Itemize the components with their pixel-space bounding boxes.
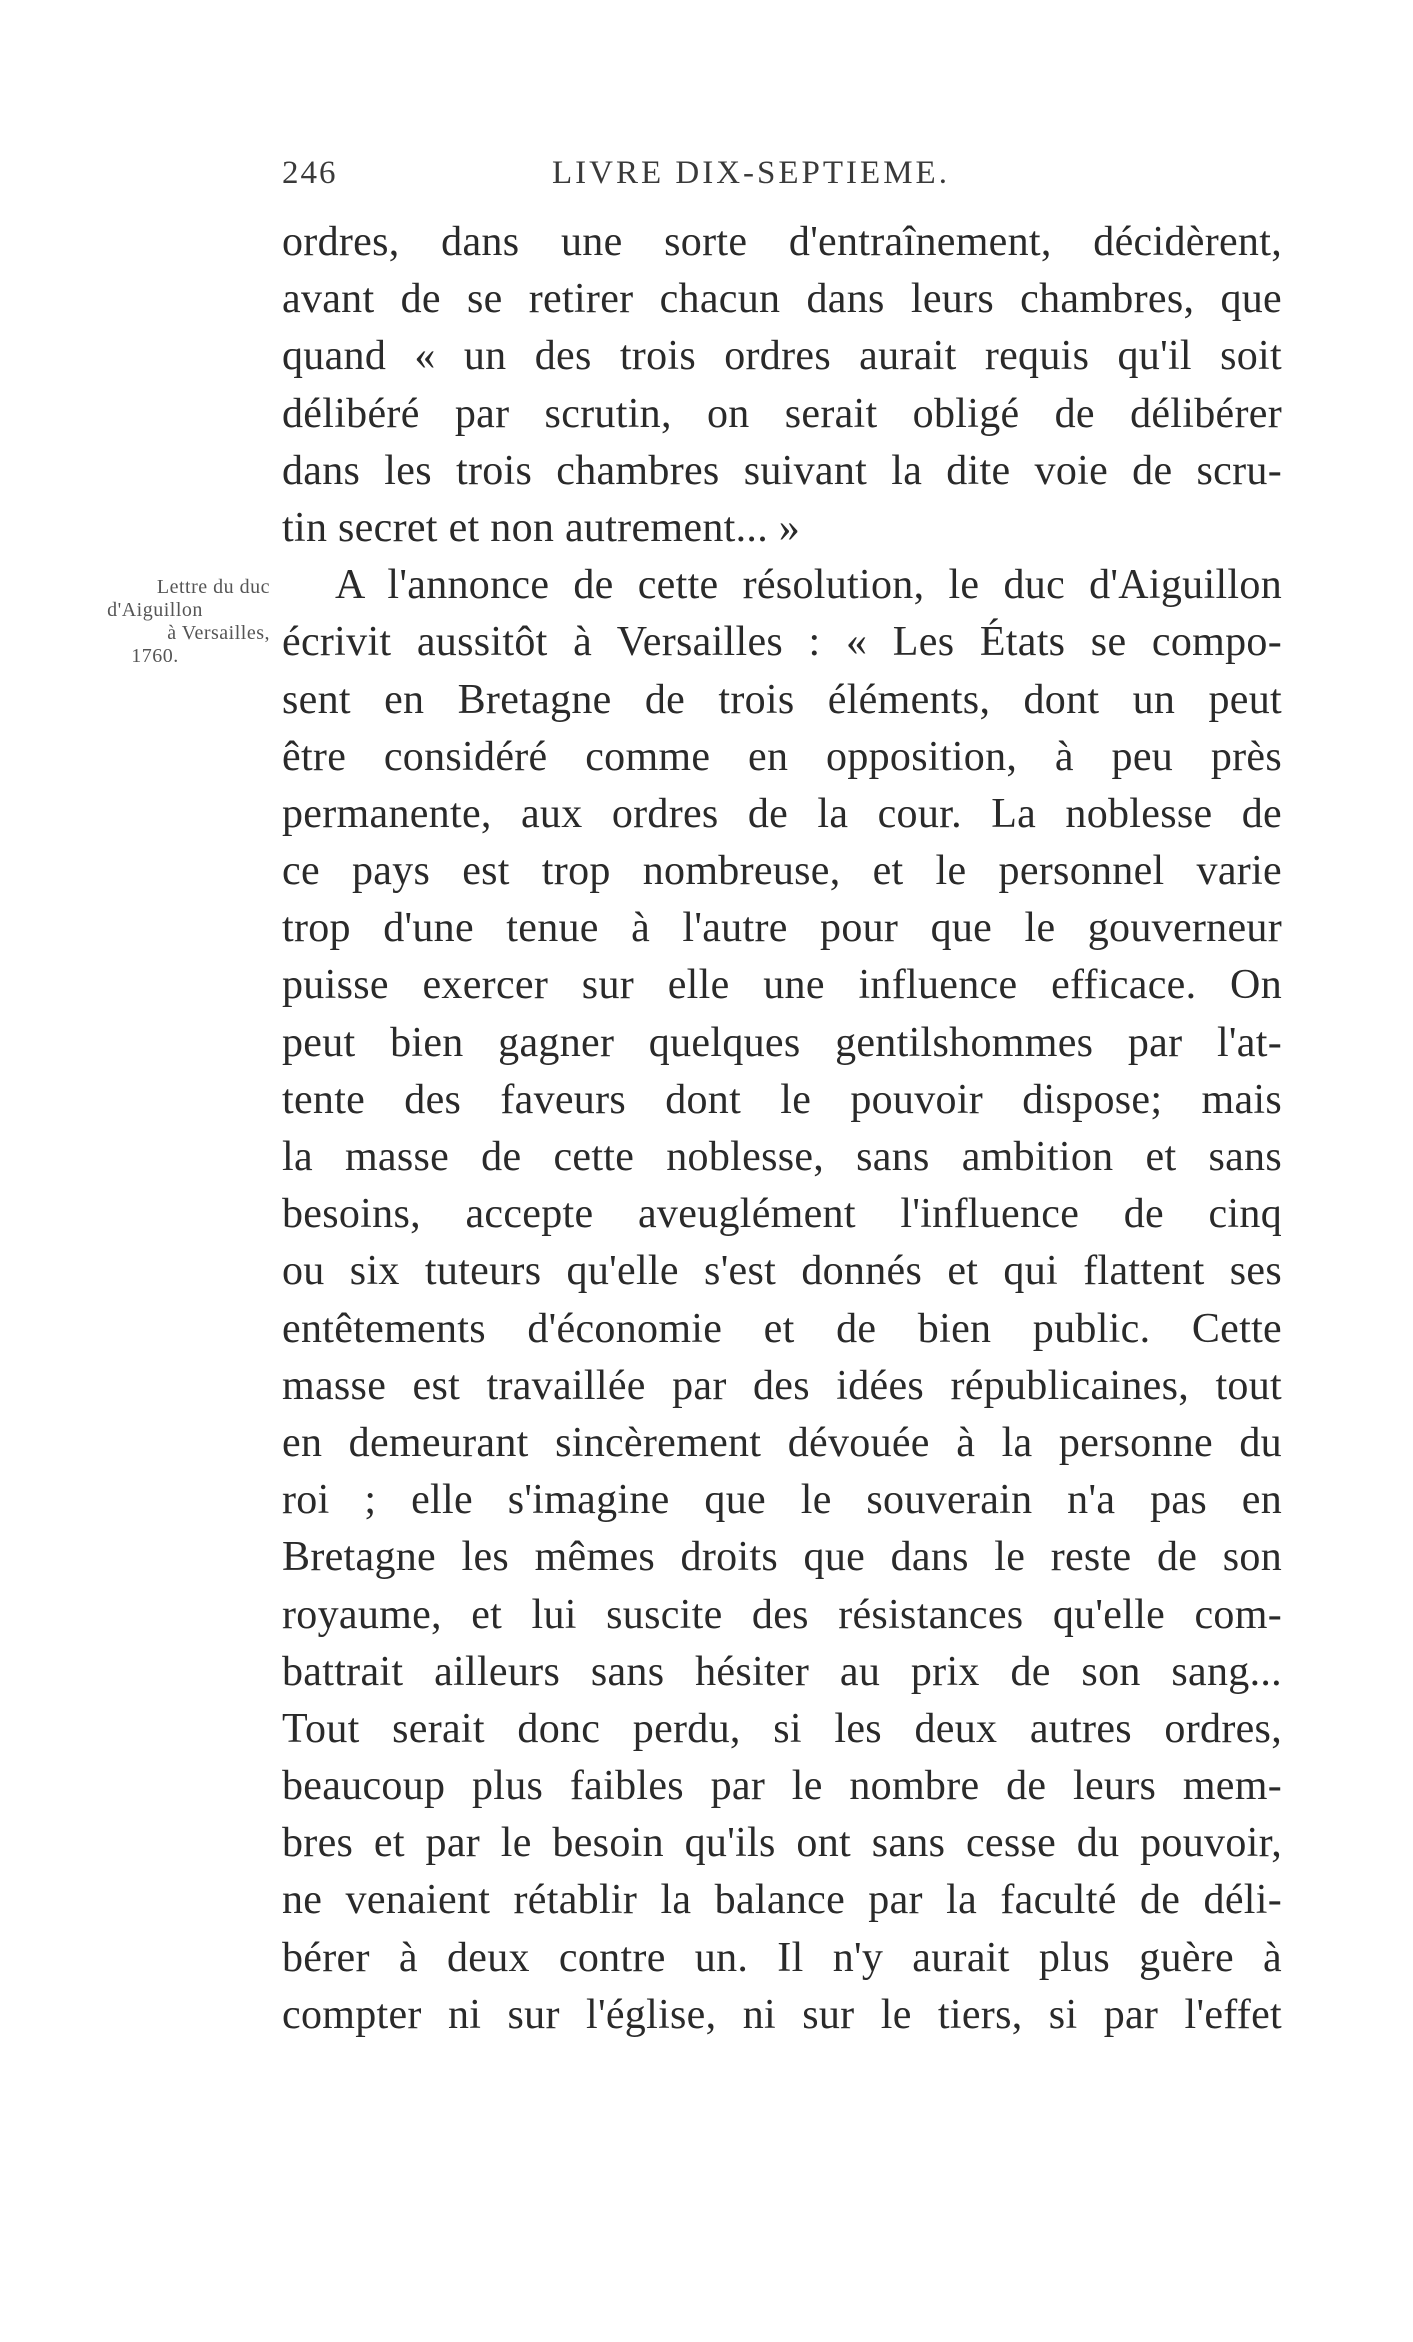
text-line: trop d'une tenue à l'autre pour que le gouverneur <box>282 905 1282 952</box>
text-line: masse est travaillée par des idées républicaines, tout <box>282 1362 1282 1409</box>
margin-note <box>40 576 270 668</box>
text-line: permanente, aux ordres de la cour. La noblesse de <box>282 790 1282 837</box>
text-line: A l'annonce de cette résolution, le duc d'Aiguillon <box>335 562 1282 609</box>
text-line: avant de se retirer chacun dans leurs chambres, que <box>282 276 1282 323</box>
margin-note-line: 1760. <box>131 645 179 667</box>
text-line: beaucoup plus faibles par le nombre de leurs mem- <box>282 1763 1282 1810</box>
text-line: la masse de cette noblesse, sans ambition et sans <box>282 1134 1282 1180</box>
text-line: écrivit aussitôt à Versailles : « Les États se compo- <box>282 619 1282 666</box>
text-line: bérer à deux contre un. Il n'y aurait plus guère à <box>282 1934 1282 1981</box>
running-title: LIVRE DIX-SEPTIEME. <box>552 155 950 191</box>
text-line: compter ni sur l'église, ni sur le tiers, si par l'effet <box>282 1991 1282 2038</box>
text-line: quand « un des trois ordres aurait requis qu'il soit <box>282 333 1282 380</box>
text-line: délibéré par scrutin, on serait obligé de délibérer <box>282 390 1282 437</box>
text-line: ce pays est trop nombreuse, et le personnel varie <box>282 848 1282 895</box>
margin-note-line: d'Aiguillon <box>107 599 203 621</box>
text-line: ordres, dans une sorte d'entraînement, décidèrent, <box>282 219 1282 265</box>
text-line: tente des faveurs dont le pouvoir dispose; mais <box>282 1076 1282 1123</box>
text-line: besoins, accepte aveuglément l'influence de cinq <box>282 1191 1282 1238</box>
text-line: ou six tuteurs qu'elle s'est donnés et qui flattent ses <box>282 1248 1282 1295</box>
text-line: royaume, et lui suscite des résistances qu'elle com- <box>282 1591 1282 1638</box>
body-text <box>282 214 1282 2044</box>
margin-note-line: à Versailles, <box>167 622 270 644</box>
text-line: entêtements d'économie et de bien public. Cette <box>282 1305 1282 1352</box>
text-line: Tout serait donc perdu, si les deux autres ordres, <box>282 1705 1282 1752</box>
text-line: roi ; elle s'imagine que le souverain n'a pas en <box>282 1477 1282 1524</box>
text-line: tin secret et non autrement... » <box>282 504 801 551</box>
text-line: Bretagne les mêmes droits que dans le reste de son <box>282 1534 1282 1581</box>
text-line: dans les trois chambres suivant la dite voie de scru- <box>282 447 1282 494</box>
text-line: être considéré comme en opposition, à peu près <box>282 733 1282 780</box>
text-line: puisse exercer sur elle une influence efficace. On <box>282 962 1282 1009</box>
text-line: peut bien gagner quelques gentilshommes par l'at- <box>282 1019 1282 1066</box>
text-line: en demeurant sincèrement dévouée à la personne du <box>282 1419 1282 1466</box>
margin-note-line: Lettre du duc <box>156 576 270 598</box>
text-line: bres et par le besoin qu'ils ont sans cesse du pouvoir, <box>282 1820 1282 1867</box>
text-line: battrait ailleurs sans hésiter au prix de son sang... <box>282 1648 1282 1695</box>
page-number: 246 <box>282 155 338 191</box>
page-header <box>282 155 1282 199</box>
text-line: ne venaient rétablir la balance par la faculté de déli- <box>282 1877 1282 1924</box>
text-line: sent en Bretagne de trois éléments, dont un peut <box>282 676 1282 723</box>
